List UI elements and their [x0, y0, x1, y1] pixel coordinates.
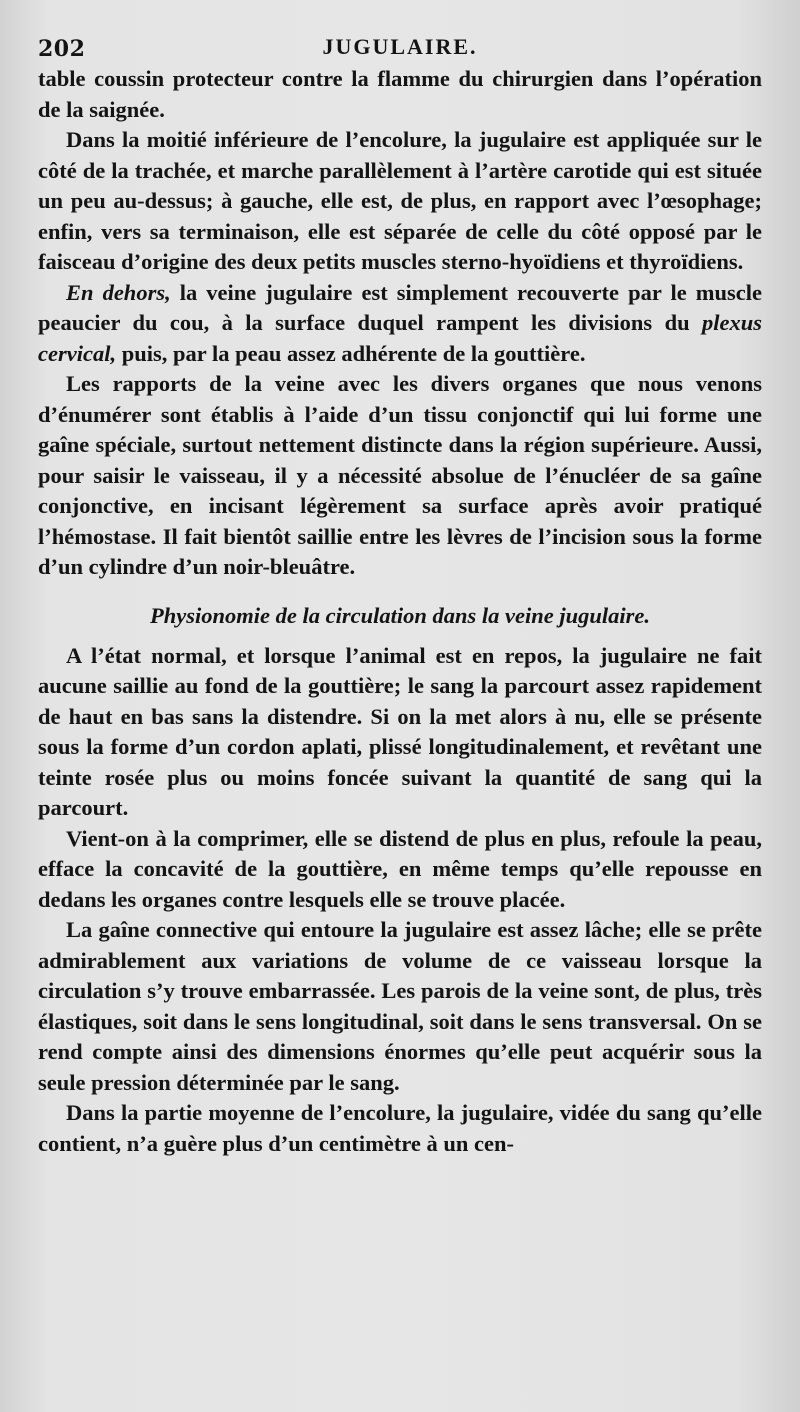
paragraph: table coussin protecteur contre la flamme du chirurgien dans l’opération de la saignée.: [38, 66, 762, 122]
paragraph: A l’état normal, et lorsque l’animal est en repos, la jugulaire ne fait aucune saillie au fond de la gouttière; le sang la parcourt assez rapidement de haut en bas sans la distendre. Si on la met alors à nu, elle se présente sous la forme d’un cordon aplati, plissé longitudinalement, et revêtant une teinte rosée plus ou moins foncée suivant la quantité de sang qui la parcourt.: [38, 642, 762, 820]
page-header: [38, 30, 762, 64]
italic-lead: En dehors,: [66, 279, 171, 305]
italic-term: plexus cervical,: [38, 310, 762, 366]
body-text: [38, 64, 762, 1159]
section-heading: Physionomie de la circulation dans la veine jugulaire.: [149, 602, 651, 628]
paragraph: Vient-on à la comprimer, elle se distend de plus en plus, refoule la peau, efface la concavité de la gouttière, en même temps qu’elle repousse en dedans les organes contre lesquels elle se trouve placée.: [38, 825, 762, 912]
paragraph: Dans la partie moyenne de l’encolure, la jugulaire, vidée du sang qu’elle contient, n’a guère plus d’un centimètre à un cen-: [38, 1100, 762, 1156]
paragraph: La gaîne connective qui entoure la jugulaire est assez lâche; elle se prête admirablement aux variations de volume de ce vaisseau lorsque la circulation s’y trouve embarrassée. Les parois de la veine sont, de plus, très élastiques, soit dans le sens longitudinal, soit dans le sens transversal. On se rend compte ainsi des dimensions énormes qu’elle peut acquérir sous la seule pression déterminée par le sang.: [38, 917, 762, 1095]
paragraph-text: la veine jugulaire est simplement recouverte par le muscle peaucier du cou, à la surface duquel rampent les divisions du: [38, 279, 762, 335]
page-number: 202: [38, 36, 86, 62]
running-head: JUGULAIRE.: [322, 34, 478, 59]
paragraph: [38, 278, 762, 370]
paragraph: Dans la moitié inférieure de l’encolure, la jugulaire est appliquée sur le côté de la trachée, et marche parallèlement à l’artère carotide qui est située un peu au-dessus; à gauche, elle est, de plus, en rapport avec l’œsophage; enfin, vers sa terminaison, elle est séparée de celle du côté opposé par le faisceau d’origine des deux petits muscles sterno-hyoïdiens et thyroïdiens.: [38, 127, 762, 274]
paragraph-text: puis, par la peau assez adhérente de la gouttière.: [116, 340, 586, 366]
paragraph: Les rapports de la veine avec les divers organes que nous venons d’énumérer sont établis à l’aide d’un tissu conjonctif qui lui forme une gaîne spéciale, surtout nettement distincte dans la région supérieure. Aussi, pour saisir le vaisseau, il y a nécessité absolue de l’énucléer de sa gaîne conjonctive, en incisant légèrement sa surface après avoir pratiqué l’hémostase. Il fait bientôt saillie entre les lèvres de l’incision sous la forme d’un cylindre d’un noir-bleuâtre.: [38, 371, 762, 579]
